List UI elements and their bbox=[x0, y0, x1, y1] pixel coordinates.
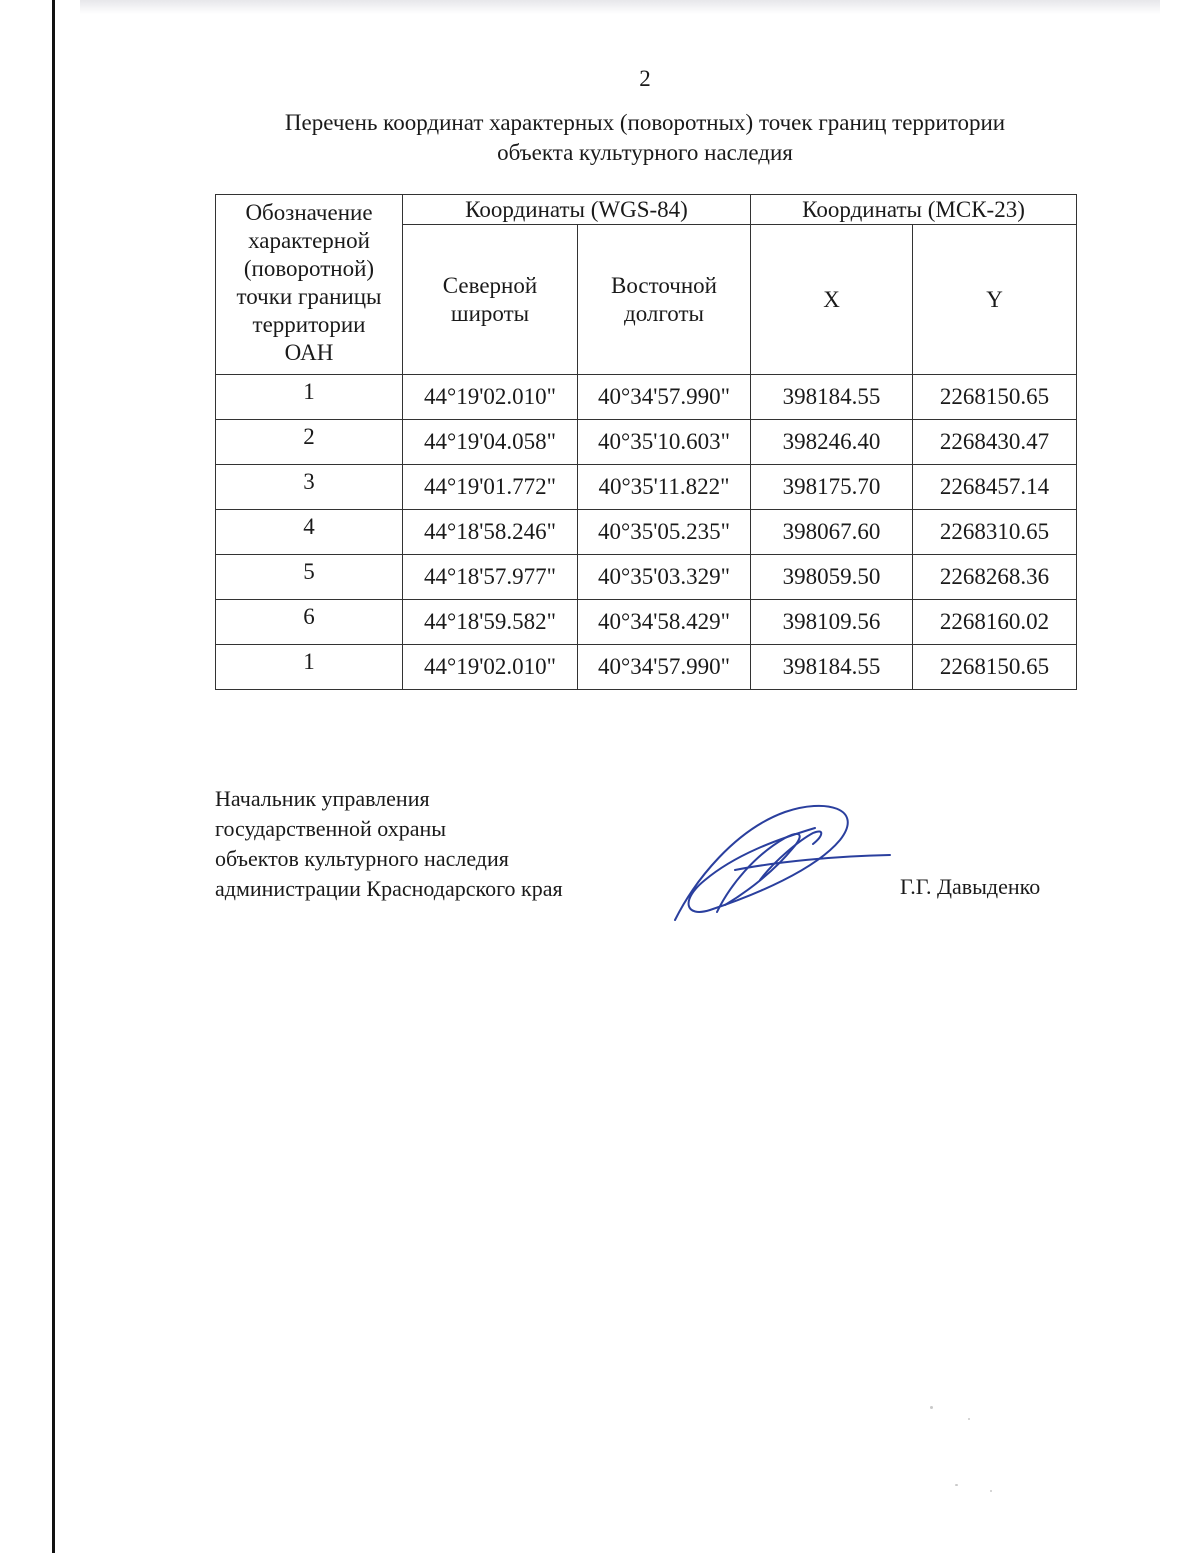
north-latitude-header-line: широты bbox=[450, 300, 530, 326]
table-row bbox=[216, 375, 1077, 420]
point-cell: 2 bbox=[216, 420, 403, 465]
y-cell: 2268150.65 bbox=[913, 375, 1077, 420]
latitude-cell: 44°18'57.977" bbox=[403, 555, 578, 600]
table-row bbox=[216, 510, 1077, 555]
x-header: X bbox=[751, 225, 913, 375]
longitude-cell: 40°34'57.990" bbox=[578, 645, 751, 690]
signature-stroke bbox=[717, 834, 800, 912]
page-number: 2 bbox=[639, 66, 651, 91]
table-row bbox=[216, 645, 1077, 690]
position-line: государственной охраны bbox=[215, 816, 447, 841]
x-cell: 398109.56 bbox=[751, 600, 913, 645]
scan-speck bbox=[955, 1484, 958, 1486]
table-row bbox=[216, 555, 1077, 600]
table-row bbox=[216, 465, 1077, 510]
point-header-line: (поворотной) bbox=[243, 256, 375, 281]
latitude-cell: 44°19'04.058" bbox=[403, 420, 578, 465]
latitude-cell: 44°19'01.772" bbox=[403, 465, 578, 510]
point-cell: 4 bbox=[216, 510, 403, 555]
latitude-cell: 44°18'58.246" bbox=[403, 510, 578, 555]
signer-name: Г.Г. Давыденко bbox=[900, 874, 1041, 899]
point-header-line: Обозначение bbox=[245, 200, 373, 225]
scan-speck bbox=[968, 1418, 970, 1420]
latitude-cell: 44°19'02.010" bbox=[403, 375, 578, 420]
signature-strokes bbox=[675, 806, 890, 920]
x-cell: 398184.55 bbox=[751, 375, 913, 420]
scan-speck bbox=[990, 1490, 992, 1492]
point-designation-header bbox=[216, 195, 403, 375]
signatory-position bbox=[215, 784, 563, 904]
north-latitude-header-line: Северной bbox=[442, 272, 538, 298]
wgs84-group-header: Координаты (WGS-84) bbox=[403, 195, 751, 225]
table-row bbox=[216, 420, 1077, 465]
msk23-group-header: Координаты (МСК-23) bbox=[751, 195, 1077, 225]
y-cell: 2268160.02 bbox=[913, 600, 1077, 645]
latitude-cell: 44°18'59.582" bbox=[403, 600, 578, 645]
document-title-line-2: объекта культурного наследия bbox=[497, 140, 793, 165]
x-cell: 398246.40 bbox=[751, 420, 913, 465]
y-cell: 2268150.65 bbox=[913, 645, 1077, 690]
east-longitude-header-line: Восточной bbox=[611, 272, 717, 298]
y-cell: 2268268.36 bbox=[913, 555, 1077, 600]
handwritten-signature bbox=[665, 800, 895, 930]
coordinates-table bbox=[215, 194, 1077, 690]
point-cell: 6 bbox=[216, 600, 403, 645]
east-longitude-header bbox=[578, 225, 751, 375]
point-header-line: территории bbox=[252, 312, 366, 337]
y-cell: 2268430.47 bbox=[913, 420, 1077, 465]
longitude-cell: 40°34'57.990" bbox=[578, 375, 751, 420]
point-header-line: ОАН bbox=[284, 340, 334, 365]
table-header-row bbox=[216, 195, 1077, 225]
top-bleed-through bbox=[80, 0, 1160, 14]
point-cell: 5 bbox=[216, 555, 403, 600]
position-line: Начальник управления bbox=[215, 786, 430, 811]
point-header-line: точки границы bbox=[236, 284, 382, 309]
latitude-cell: 44°19'02.010" bbox=[403, 645, 578, 690]
longitude-cell: 40°34'58.429" bbox=[578, 600, 751, 645]
scan-edge bbox=[52, 0, 55, 1553]
longitude-cell: 40°35'10.603" bbox=[578, 420, 751, 465]
x-cell: 398175.70 bbox=[751, 465, 913, 510]
y-cell: 2268457.14 bbox=[913, 465, 1077, 510]
document-title bbox=[215, 108, 1075, 168]
y-header: Y bbox=[913, 225, 1077, 375]
point-cell: 1 bbox=[216, 375, 403, 420]
point-cell: 1 bbox=[216, 645, 403, 690]
longitude-cell: 40°35'03.329" bbox=[578, 555, 751, 600]
point-header-line: характерной bbox=[248, 228, 370, 253]
longitude-cell: 40°35'11.822" bbox=[578, 465, 751, 510]
east-longitude-header-line: долготы bbox=[624, 300, 704, 326]
longitude-cell: 40°35'05.235" bbox=[578, 510, 751, 555]
x-cell: 398184.55 bbox=[751, 645, 913, 690]
table-row bbox=[216, 600, 1077, 645]
x-cell: 398059.50 bbox=[751, 555, 913, 600]
position-line: объектов культурного наследия bbox=[215, 846, 509, 871]
point-cell: 3 bbox=[216, 465, 403, 510]
north-latitude-header bbox=[403, 225, 578, 375]
document-title-line-1: Перечень координат характерных (поворотных) точек границ территории bbox=[284, 110, 1006, 135]
x-cell: 398067.60 bbox=[751, 510, 913, 555]
y-cell: 2268310.65 bbox=[913, 510, 1077, 555]
position-line: администрации Краснодарского края bbox=[215, 876, 563, 901]
scan-speck bbox=[930, 1406, 933, 1409]
signature-stroke bbox=[675, 806, 848, 920]
